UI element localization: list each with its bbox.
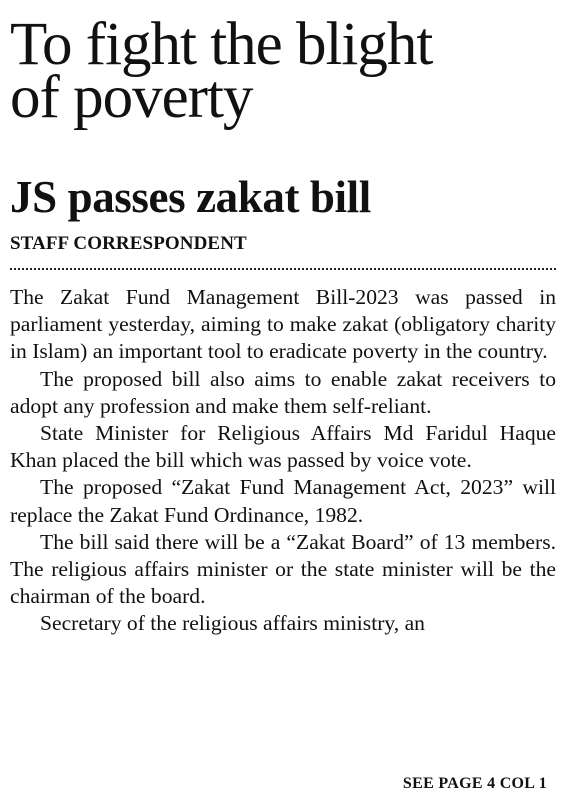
body-paragraph-5: The bill said there will be a “Zakat Board” of 13 members. The religious affairs minister or the state minister will be the chairman of the board. bbox=[10, 529, 556, 609]
headline-line-2: of poverty bbox=[10, 64, 253, 131]
body-paragraph-2: The proposed bill also aims to enable zakat receivers to adopt any profession and make them self-reliant. bbox=[10, 366, 556, 418]
article-body bbox=[10, 284, 556, 638]
dotted-divider bbox=[10, 268, 556, 270]
subheadline: JS passes zakat bill bbox=[10, 172, 371, 222]
article bbox=[10, 0, 557, 808]
body-paragraph-1: The Zakat Fund Management Bill-2023 was passed in parliament yesterday, aiming to make zakat (obligatory charity in Islam) an important tool to eradicate poverty in the country. bbox=[10, 285, 556, 364]
continuation-note: SEE PAGE 4 COL 1 bbox=[402, 775, 547, 792]
body-paragraph-3: State Minister for Religious Affairs Md Faridul Haque Khan placed the bill which was passed by voice vote. bbox=[10, 421, 556, 473]
byline: STAFF CORRESPONDENT bbox=[10, 233, 247, 254]
headline bbox=[10, 11, 557, 131]
body-paragraph-6: Secretary of the religious affairs ministry, an bbox=[40, 611, 425, 636]
body-paragraph-4: The proposed “Zakat Fund Management Act, 2023” will replace the Zakat Fund Ordinance, 1982. bbox=[10, 475, 556, 527]
headline-line-1: To fight the blight bbox=[10, 11, 433, 78]
